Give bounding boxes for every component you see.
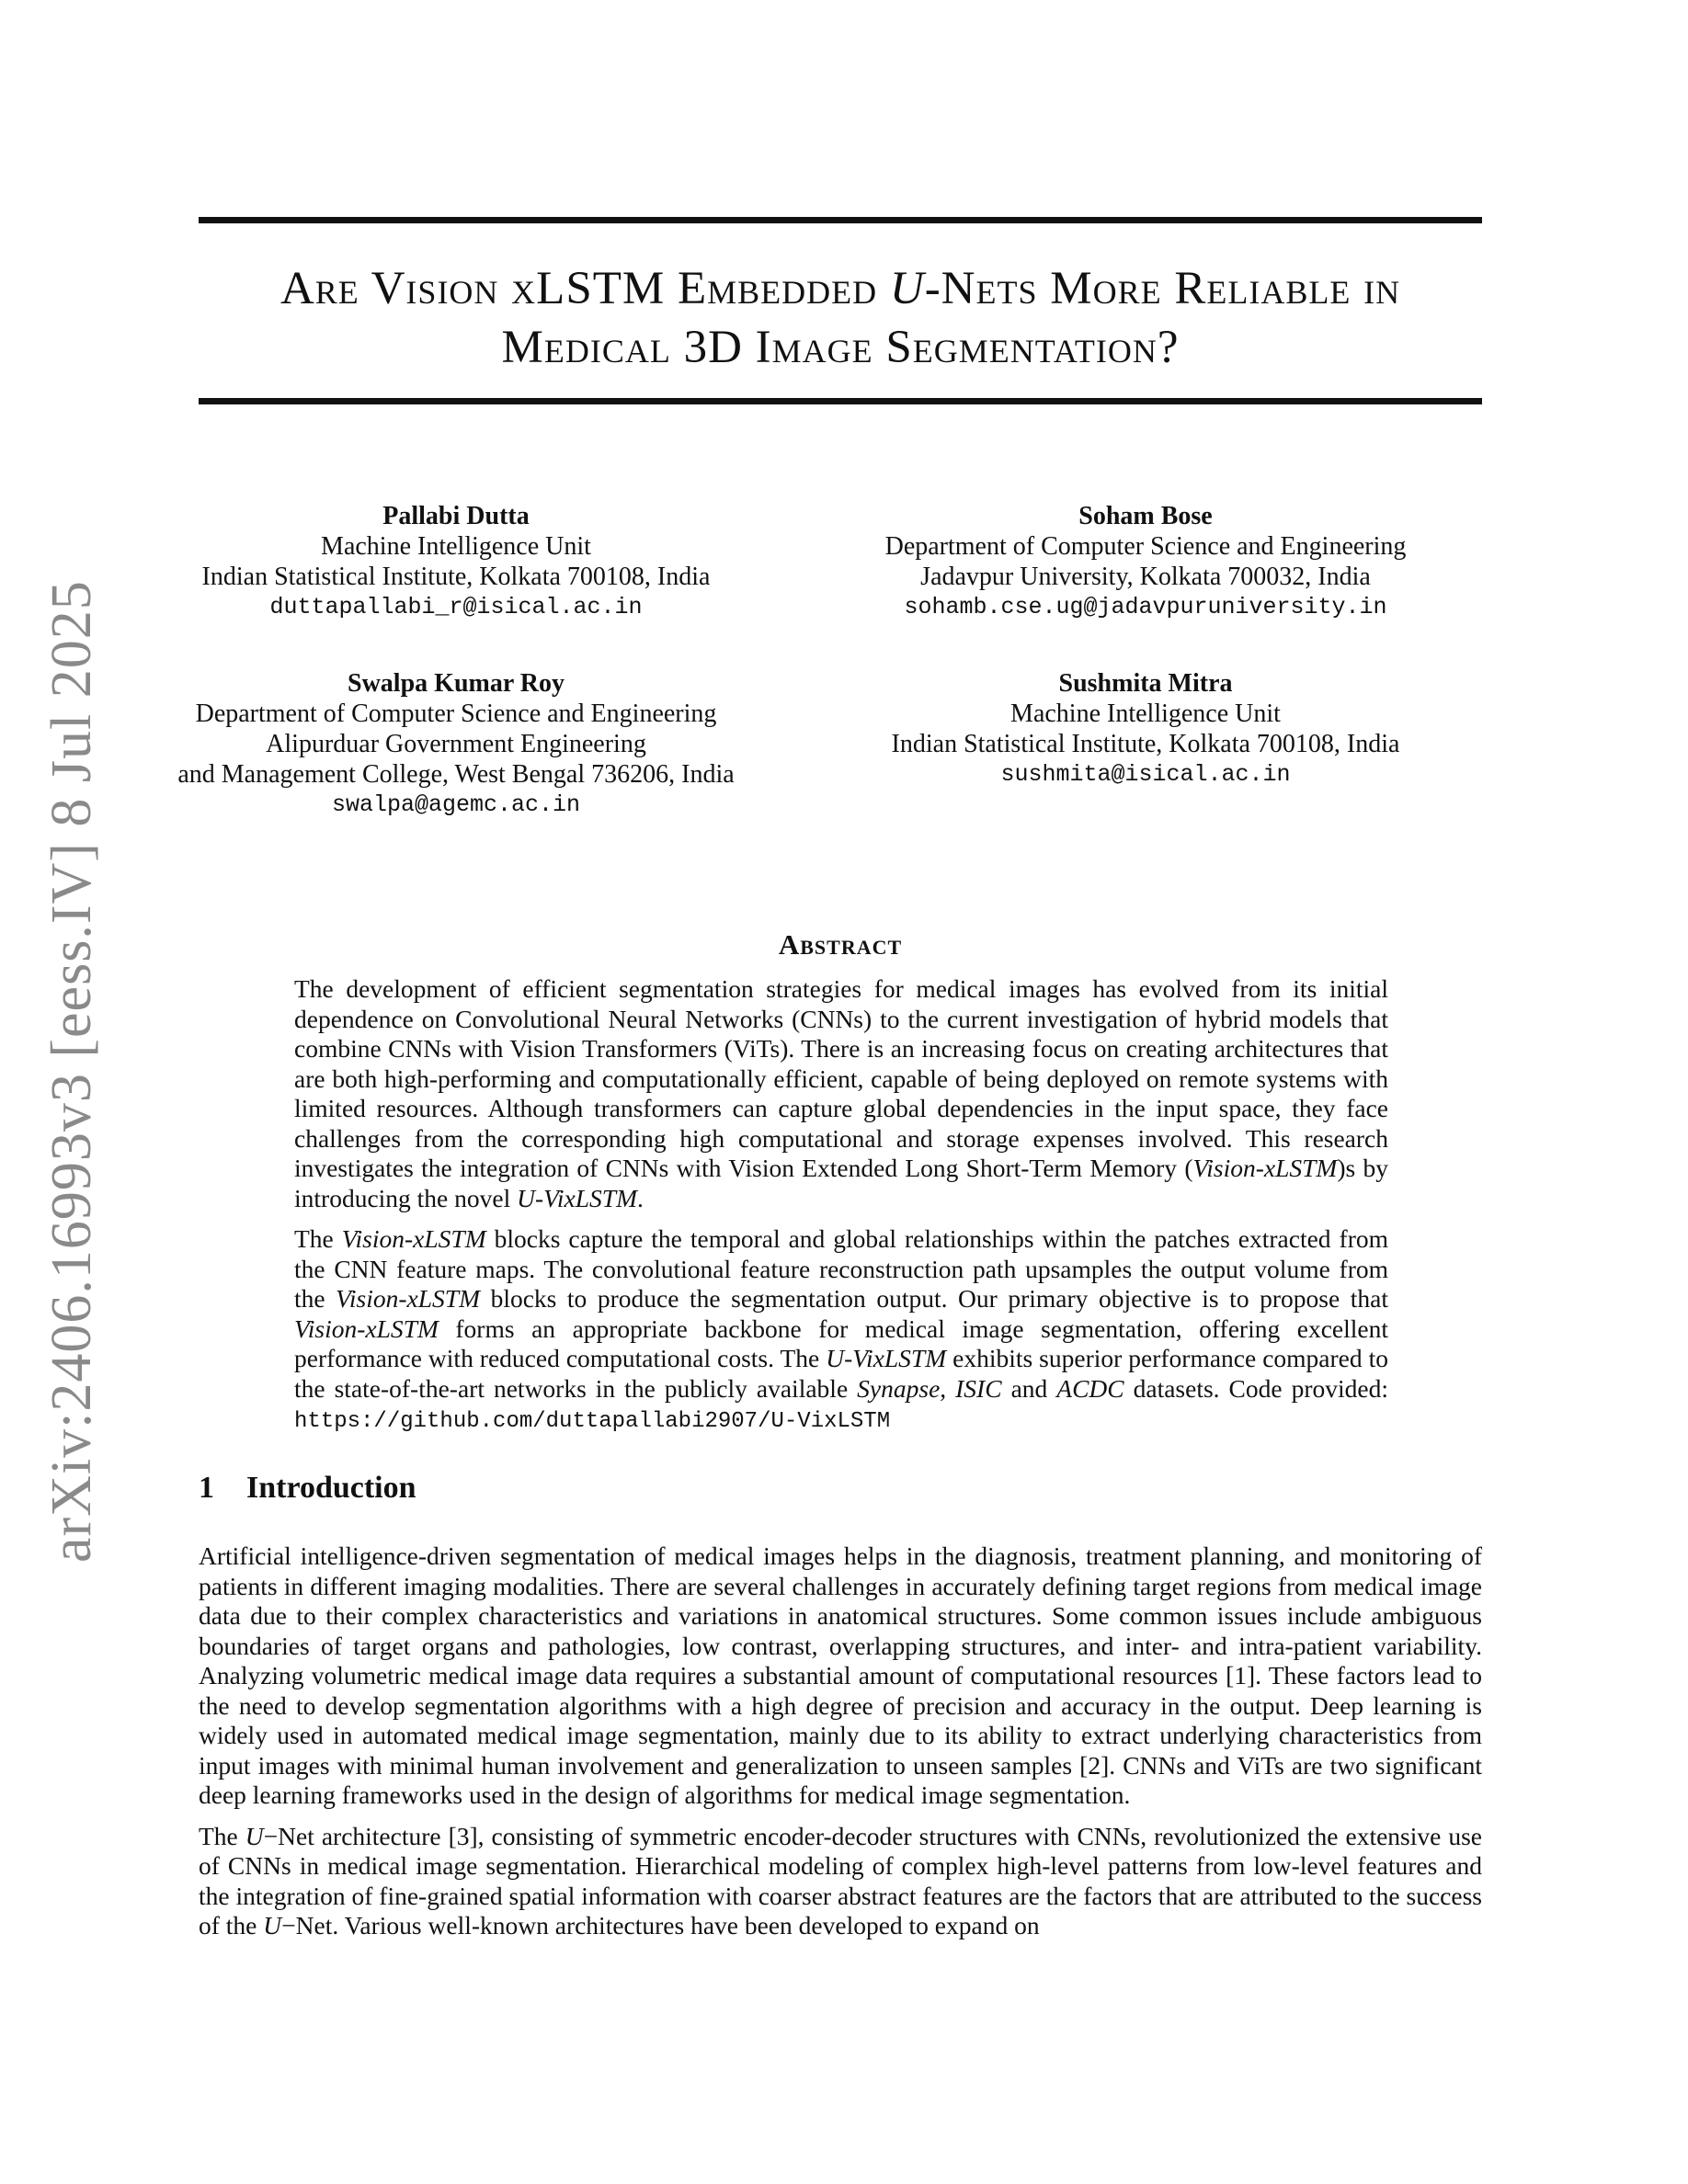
author-affiliation: Department of Computer Science and Engineering xyxy=(195,700,717,728)
arxiv-sidebar-stamp: arXiv:2406.16993v3 [eess.IV] 8 Jul 2025 xyxy=(40,580,103,1563)
introduction-body xyxy=(199,1541,1482,1952)
section-heading-introduction xyxy=(199,1471,416,1506)
title-top-rule xyxy=(199,217,1482,223)
author-affiliation: Indian Statistical Institute, Kolkata 700108, India xyxy=(201,563,711,591)
author-affiliation: Indian Statistical Institute, Kolkata 700108, India xyxy=(891,730,1400,758)
author-email[interactable]: swalpa@agemc.ac.in xyxy=(331,791,581,818)
author-affiliation: Alipurduar Government Engineering xyxy=(266,730,646,758)
author-email[interactable]: duttapallabi_r@isical.ac.in xyxy=(269,594,643,620)
author-affiliation: and Management College, West Bengal 736206, India xyxy=(177,760,735,789)
section-title: Introduction xyxy=(246,1471,416,1505)
author-email[interactable]: sushmita@isical.ac.in xyxy=(1000,761,1291,788)
author-4 xyxy=(842,668,1449,790)
title-line-1: Are Vision xLSTM Embedded U-Nets More Reliable in xyxy=(279,263,1401,314)
section-number: 1 xyxy=(199,1471,214,1505)
title-bottom-rule xyxy=(199,398,1482,404)
abstract-body xyxy=(294,974,1388,1449)
title-line-2: Medical 3D Image Segmentation? xyxy=(501,322,1180,373)
paper-title xyxy=(199,259,1482,377)
author-1 xyxy=(153,501,759,622)
author-affiliation: Jadavpur University, Kolkata 700032, India xyxy=(920,563,1371,591)
author-3 xyxy=(153,668,759,820)
author-affiliation: Machine Intelligence Unit xyxy=(321,532,591,561)
author-affiliation: Department of Computer Science and Engineering xyxy=(884,532,1407,561)
author-name: Soham Bose xyxy=(1078,502,1213,530)
introduction-paragraph-2: The U−Net architecture [3], consisting of symmetric encoder-decoder structures with CNNs, revolutionized the extensive use of CNNs in medical image segmentation. Hierarchical modeling of complex high-level patterns from low-level features and the integration of fine-grained spatial information with coarser abstract features are the factors that are attributed to the success of the U−Net. Various well-known architectures have been developed to expand on xyxy=(199,1821,1482,1939)
author-email[interactable]: sohamb.cse.ug@jadavpuruniversity.in xyxy=(904,594,1387,620)
author-affiliation: Machine Intelligence Unit xyxy=(1010,700,1281,728)
abstract-heading: Abstract xyxy=(778,928,903,961)
author-2 xyxy=(842,501,1449,622)
author-name: Pallabi Dutta xyxy=(382,502,530,530)
introduction-paragraph-1: Artificial intelligence-driven segmentation of medical images helps in the diagnosis, treatment planning, and monitoring of patients in different imaging modalities. There are several challenges in accurately defining target regions from medical image data due to their complex characteristics and variations in anatomical structures. Some common issues include ambiguous boundaries of target organs and pathologies, low contrast, overlapping structures, and inter- and intra-patient variability. Analyzing volumetric medical image data requires a substantial amount of computational resources [1]. These factors lead to the need to develop segmentation algorithms with a high degree of precision and accuracy in the output. Deep learning is widely used in automated medical image segmentation, mainly due to its ability to extract underlying characteristics from input images with minimal human involvement and generalization to unseen samples [2]. CNNs and ViTs are two significant deep learning frameworks used in the design of algorithms for medical image segmentation. xyxy=(199,1541,1482,1809)
author-name: Sushmita Mitra xyxy=(1058,669,1233,698)
author-name: Swalpa Kumar Roy xyxy=(348,669,565,698)
abstract-paragraph-2: The Vision-xLSTM blocks capture the temporal and global relationships within the patches extracted from the CNN feature maps. The convolutional feature reconstruction path upsamples the output volume from the Vision-xLSTM blocks to produce the segmentation output. Our primary objective is to propose that Vision-xLSTM forms an appropriate backbone for medical image segmentation, offering excellent performance with reduced computational costs. The U-VixLSTM exhibits superior performance compared to the state-of-the-art networks in the publicly available Synapse, ISIC and ACDC datasets. Code provided: https://github.com/duttapallabi2907/U-VixLSTM xyxy=(294,1224,1389,1434)
abstract-paragraph-1: The development of efficient segmentation strategies for medical images has evolved from its initial dependence on Convolutional Neural Networks (CNNs) to the current investigation of hybrid models that combine CNNs with Vision Transformers (ViTs). There is an increasing focus on creating architectures that are both high-performing and computationally efficient, capable of being deployed on remote systems with limited resources. Although transformers can capture global dependencies in the input space, they face challenges from the corresponding high computational and storage expenses involved. This research investigates the integration of CNNs with Vision Extended Long Short-Term Memory (Vision-xLSTM)s by introducing the novel U-VixLSTM. xyxy=(294,974,1388,1212)
code-link[interactable]: https://github.com/duttapallabi2907/U-VixLSTM xyxy=(294,1409,891,1434)
